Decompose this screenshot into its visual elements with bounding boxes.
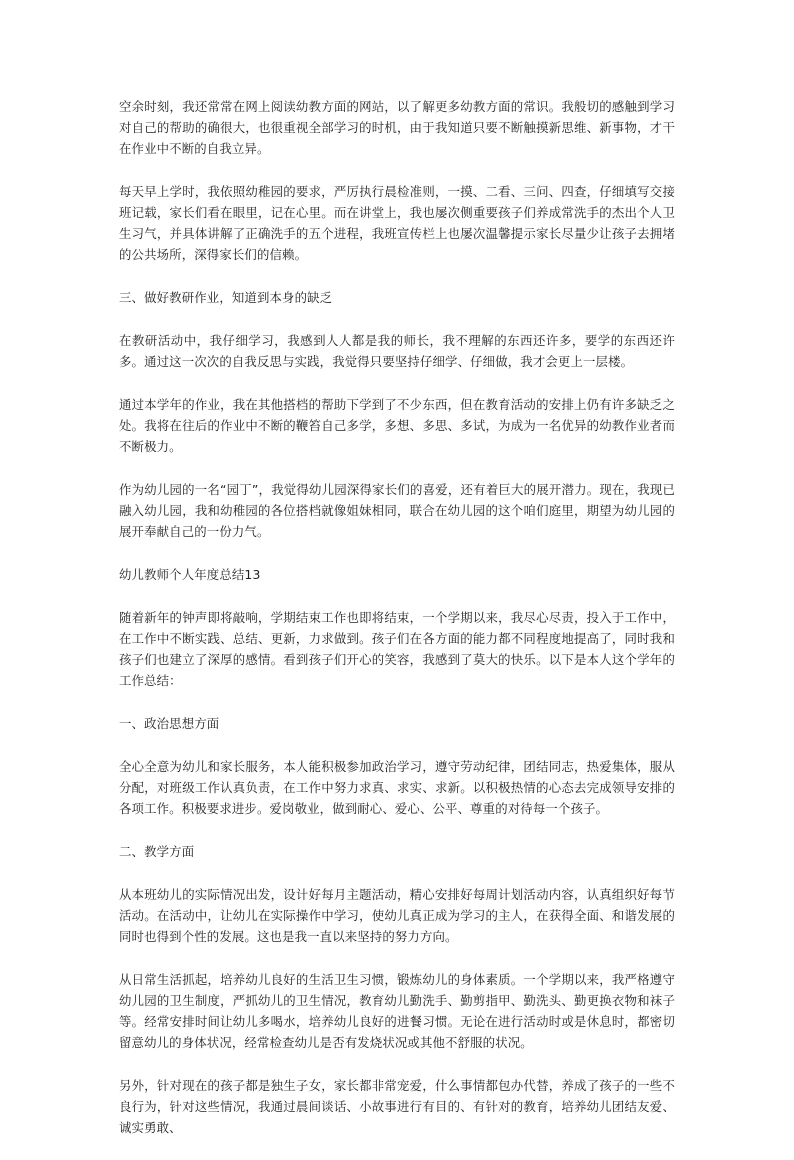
paragraph-6: 作为幼儿园的一名“园丁”，我觉得幼儿园深得家长们的喜爱，还有着巨大的展开潜力。现在，我现已融入幼儿园，我和幼稚园的各位搭档就像姐妹相同，联合在幼儿园的这个咱们庭里，期望为幼儿园的展开奉献自己的一份力气。 [119,482,675,539]
paragraph-14: 另外，针对现在的孩子都是独生子女，家长都非常宠爱，什么事情都包办代替，养成了孩子的一些不良行为，针对这些情况，我通过晨间谈话、小故事进行有目的、有针对的教育，培养幼儿团结友爱、诚实勇敢、 [119,1078,675,1135]
paragraph-8: 随着新年的钟声即将敲响，学期结束工作也即将结束，一个学期以来，我尽心尽责，投入于工作中，在工作中不断实践、总结、更新，力求做到。孩子们在各方面的能力都不同程度地提高了，同时我和孩子们也建立了深厚的感情。看到孩子们开心的笑容，我感到了莫大的快乐。以下是本人这个学年的工作总结： [119,610,675,688]
section-heading-politics: 一、政治思想方面 [119,716,220,731]
paragraph-13: 从日常生活抓起，培养幼儿良好的生活卫生习惯，锻炼幼儿的身体素质。一个学期以来，我严格遵守幼儿园的卫生制度，严抓幼儿的卫生情况，教育幼儿勤洗手、勤剪指甲、勤洗头、勤更换衣物和袜子等。经常安排时间让幼儿多喝水，培养幼儿良好的进餐习惯。无论在进行活动时或是休息时，都密切留意幼儿的身体状况，经常检查幼儿是否有发烧状况或其他不舒服的状况。 [119,972,675,1050]
document-page [119,96,675,1160]
paragraph-12: 从本班幼儿的实际情况出发，设计好每月主题活动，精心安排好每周计划活动内容，认真组织好每节活动。在活动中，让幼儿在实际操作中学习，使幼儿真正成为学习的主人，在获得全面、和谐发展的同时也得到个性的发展。这也是我一直以来坚持的努力方向。 [119,887,675,944]
paragraph-10: 全心全意为幼儿和家长服务，本人能积极参加政治学习，遵守劳动纪律，团结同志，热爱集体，服从分配，对班级工作认真负责，在工作中努力求真、求实、求新。以积极热情的心态去完成领导安排的各项工作。积极要求进步。爱岗敬业，做到耐心、爱心、公平、尊重的对待每一个孩子。 [119,759,675,816]
paragraph-1: 空余时刻，我还常常在网上阅读幼教方面的网站，以了解更多幼教方面的常识。我般切的感触到学习对自己的帮助的确很大，也很重视全部学习的时机，由于我知道只要不断触摸新思维、新事物，才干在作业中不断的自我立异。 [119,99,675,156]
paragraph-4: 在教研活动中，我仔细学习，我感到人人都是我的师长，我不理解的东西还许多，要学的东西还许多。通过这一次次的自我反思与实践，我觉得只要坚持仔细学、仔细做，我才会更上一层楼。 [119,333,675,369]
paragraph-2: 每天早上学时，我依照幼稚园的要求，严厉执行晨检准则，一摸、二看、三问、四查，仔细填写交接班记载，家长们看在眼里，记在心里。而在讲堂上，我也屡次侧重要孩子们养成常洗手的杰出个人卫生习气，并具体讲解了正确洗手的五个进程，我班宣传栏上也屡次温馨提示家长尽量少让孩子去拥堵的公共场所，深得家长们的信赖。 [119,184,675,262]
document-title-13: 幼儿教师个人年度总结13 [119,567,261,582]
section-heading-teaching: 二、教学方面 [119,844,195,859]
section-heading-3: 三、做好教研作业，知道到本身的缺乏 [119,290,333,305]
paragraph-5: 通过本学年的作业，我在其他搭档的帮助下学到了不少东西，但在教育活动的安排上仍有许多缺乏之处。我将在往后的作业中不断的鞭笞自己多学，多想、多思、多试，为成为一名优异的幼教作业者而不断极力。 [119,397,675,454]
